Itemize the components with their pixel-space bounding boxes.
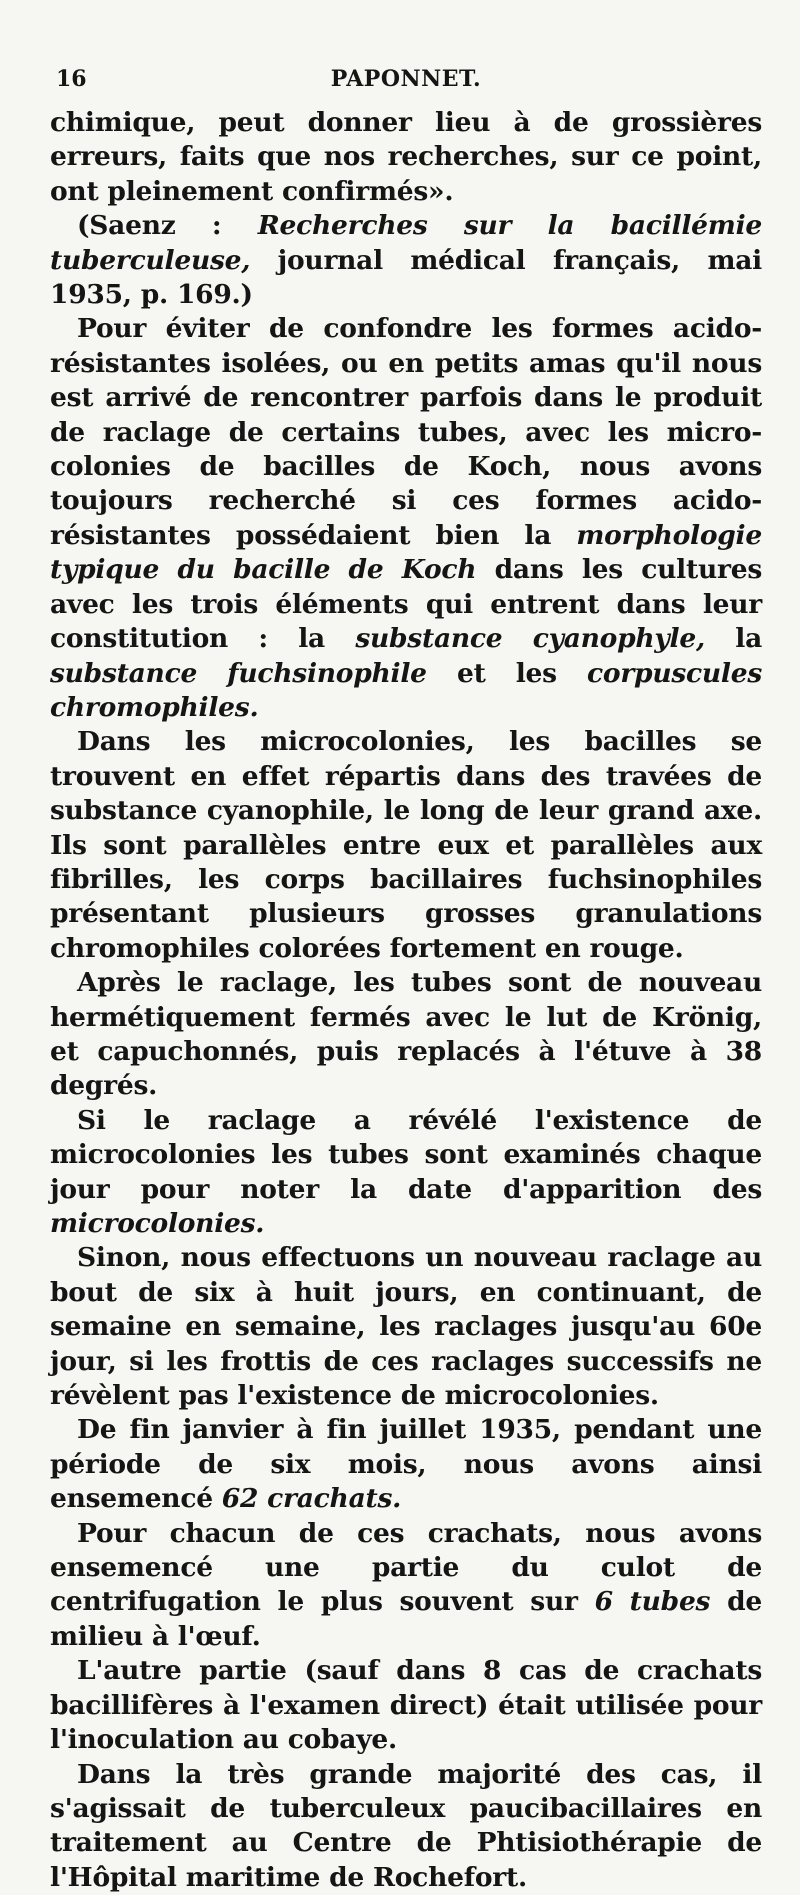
page-header bbox=[50, 58, 762, 100]
paragraph bbox=[50, 725, 762, 966]
paragraph bbox=[50, 1654, 762, 1757]
text-run: Pour éviter de confondre les formes acido-résistantes isolées, ou en petits amas qu'il nous est arrivé de rencontrer parfois dans le produit de raclage de certains tubes, avec les micro-colonies de bacilles de Koch, nous avons toujours recherché si ces formes acido-résistantes possédaient bien la bbox=[50, 313, 762, 550]
italic-text: corpuscules chromophiles. bbox=[50, 658, 762, 723]
paragraph bbox=[50, 1104, 762, 1242]
text-run: chimique, peut donner lieu à de grossières erreurs, faits que nos recherches, sur ce point, ont pleinement confirmés». bbox=[50, 107, 762, 207]
paragraph bbox=[50, 966, 762, 1104]
italic-text: 62 crachats. bbox=[222, 1483, 401, 1514]
text-run: dans les cultures avec les trois éléments qui entrent dans leur constitution : la bbox=[50, 554, 762, 654]
paragraph bbox=[50, 106, 762, 209]
page-number: 16 bbox=[56, 58, 87, 100]
text-run: la bbox=[705, 623, 762, 654]
paragraph bbox=[50, 1758, 762, 1895]
text-run: (Saenz : bbox=[77, 210, 258, 241]
text-run: L'autre partie (sauf dans 8 cas de crachats bacillifères à l'examen direct) était utilisée pour l'inoculation au cobaye. bbox=[50, 1655, 762, 1755]
italic-text: substance fuchsinophile bbox=[50, 658, 427, 689]
italic-text: morphologie typique du bacille de Koch bbox=[50, 520, 762, 585]
italic-text: substance cyanophyle, bbox=[355, 623, 705, 654]
italic-text: 6 tubes bbox=[595, 1586, 711, 1617]
text-run: De fin janvier à fin juillet 1935, pendant une période de six mois, nous avons ainsi ensemencé bbox=[50, 1414, 762, 1514]
text-run: Après le raclage, les tubes sont de nouveau hermétiquement fermés avec le lut de Krönig, et capuchonnés, puis replacés à l'étuve à 38 degrés. bbox=[50, 967, 762, 1101]
paragraph bbox=[50, 1413, 762, 1516]
text-run: Dans la très grande majorité des cas, il s'agissait de tuberculeux paucibacillaires en traitement au Centre de Phtisiothérapie de l'Hôpital maritime de Rochefort. bbox=[50, 1759, 762, 1893]
text-run: Pour chacun de ces crachats, nous avons ensemencé une partie du culot de centrifugation le plus souvent sur bbox=[50, 1518, 762, 1618]
text-run: de milieu à l'œuf. bbox=[50, 1586, 762, 1651]
paragraph bbox=[50, 209, 762, 312]
paragraph bbox=[50, 1517, 762, 1655]
paragraph bbox=[50, 312, 762, 725]
running-head: PAPONNET. bbox=[50, 58, 762, 100]
text-run: journal médical français, mai 1935, p. 169.) bbox=[50, 245, 762, 310]
italic-text: Recherches sur la bacillémie tuberculeuse, bbox=[50, 210, 762, 275]
text-run: Sinon, nous effectuons un nouveau raclage au bout de six à huit jours, en continuant, de semaine en semaine, les raclages jusqu'au 60e jour, si les frottis de ces raclages successifs ne révèlent pas l'existence de microcolonies. bbox=[50, 1242, 762, 1411]
paragraph bbox=[50, 1241, 762, 1413]
text-run: Si le raclage a révélé l'existence de microcolonies les tubes sont examinés chaque jour pour noter la date d'apparition des bbox=[50, 1105, 762, 1205]
text-run: Dans les microcolonies, les bacilles se trouvent en effet répartis dans des travées de substance cyanophile, le long de leur grand axe. Ils sont parallèles entre eux et parallèles aux fibrilles, les corps bacillaires fuchsinophiles présentant plusieurs grosses granulations chromophiles colorées fortement en rouge. bbox=[50, 726, 762, 963]
text-run: et les bbox=[427, 658, 587, 689]
body-text bbox=[50, 106, 762, 1895]
italic-text: microcolonies. bbox=[50, 1208, 264, 1239]
